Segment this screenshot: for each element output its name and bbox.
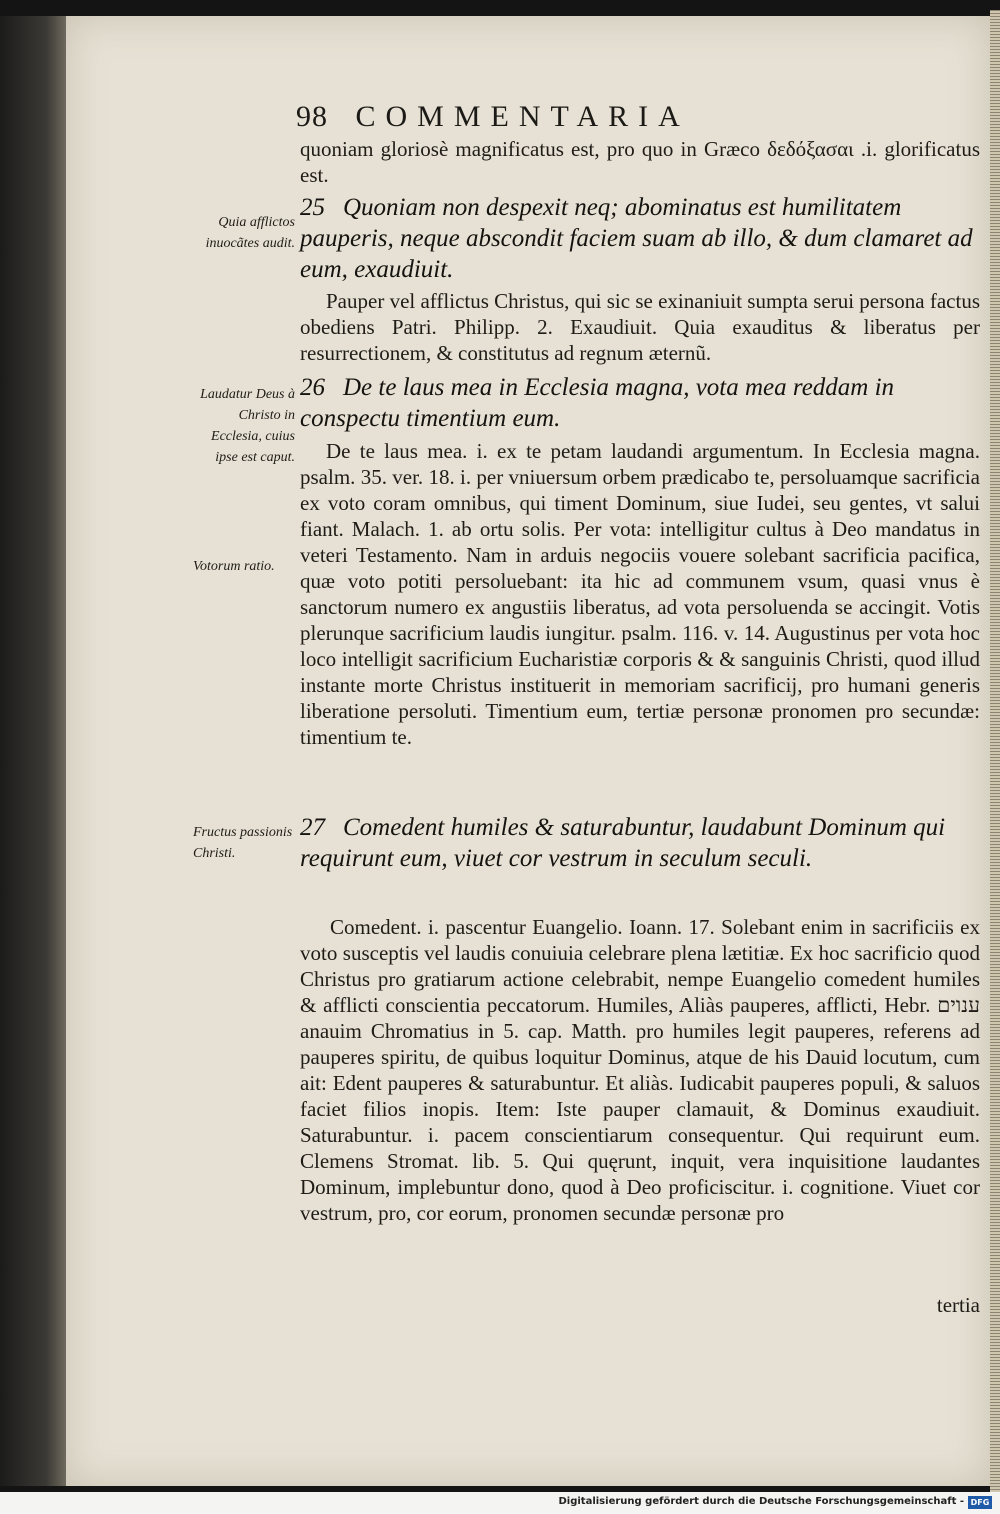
verse-number: 26: [300, 374, 325, 401]
page-edges: [990, 10, 1000, 1492]
commentary-paragraph-25: Pauper vel afflictus Christus, qui sic se exinaniuit sumpta serui persona factus obediens Patri. Philipp. 2. Exaudiuit. Quia exauditus & liberatus per resurrectionem, & constitutus ad regnum æternũ.: [300, 289, 980, 365]
book-spine: [0, 16, 66, 1486]
verse-text: Quoniam non despexit neq; abominatus est humilitatem pauperis, neque abscondit faciem suam ab illo, & dum clamaret ad eum, exaudiuit.: [300, 194, 973, 283]
running-head: [296, 100, 936, 140]
page-number: 98: [296, 100, 328, 133]
verse-number: 25: [300, 194, 325, 221]
margin-note-3: Votorum ratio.: [193, 559, 275, 574]
running-title: COMMENTARIA: [355, 100, 690, 133]
commentary-paragraph-27: Comedent. i. pascentur Euangelio. Ioann. 17. Solebant enim in sacrificiis ex voto susceptis vel laudis conuiuia celebrare plena lætitiæ. Ex hoc sacrificio quod Christus pro gratiarum actione celebrabit, nempe Euangelio comedent humiles & afflicti conscientia peccatorum. Humiles, Aliàs pauperes, afflicti, Hebr. ענוים anauim Chromatius in 5. cap. Matth. pro humiles legit pauperes, referens ad pauperes spiritu, de quibus loquitur Dominus, atque de his Dauid locutum, cum ait: Edent pauperes & saturabuntur. Et aliàs. Iudicabit pauperes populi, & saluos faciet filios inopis. Item: Iste pauper clamauit, & Dominus exaudiuit. Saturabuntur. i. pacem conscientiarum consequentur. Qui requirunt eum. Clemens Stromat. lib. 5. Qui quęrunt, inquit, vera inquisitione laudantes Dominum, implebuntur dono, quod à Deo proficiscitur. i. cognitione. Viuet cor vestrum, pro, cor eorum, pronomen secundæ personæ pro: [300, 915, 980, 1225]
verse-number: 27: [300, 814, 325, 841]
dfg-logo: DFG: [968, 1496, 992, 1509]
verse-27: [300, 812, 980, 874]
verse-text: De te laus mea in Ecclesia magna, vota mea reddam in conspectu timentium eum.: [300, 374, 895, 432]
commentary-paragraph-26: De te laus mea. i. ex te petam laudandi argumentum. In Ecclesia magna. psalm. 35. ver. 18. i. per vniuersum orbem prædicabo te, persoluamque sacrificia ex voto coram omnibus, qui timent Dominum, siue Iudei, seu gentes, vt salui fiant. Malach. 1. ab ortu solis. Per vota: intelligitur cultus à Deo mandatus in veteri Testamento. Nam in arduis negociis vouere solebant sacrificia pacifica, quæ voto potiti persoluebant: ita hic ad communem vsum, quasi vnus è sanctorum numero ex angustiis liberatus, ad vota persoluenda se accingit. Votis plerunque sacrificium laudis iungitur. psalm. 116. v. 14. Augustinus per vota hoc loco intelligit sacrificium Eucharistiæ corporis & & sanguinis Christi, quod illud instante morte Christus instituerit in memoriam sacrificij, pro humani generis liberatione persoluti. Timentium eum, tertiæ personæ pronomen pro secundæ: timentium te.: [300, 439, 980, 749]
footer-bar: [0, 1492, 1000, 1514]
catchword: tertia: [936, 1293, 980, 1317]
verse-25: [300, 192, 980, 285]
margin-note-4: Fructus passionis Christi.: [193, 825, 293, 861]
verse-text: Comedent humiles & saturabuntur, laudabunt Dominum qui requirunt eum, viuet cor vestrum in seculum seculi.: [300, 814, 946, 872]
margin-note-2: Laudatur Deus à Christo in Ecclesia, cuius ipse est caput.: [200, 387, 295, 465]
verse-26: [300, 372, 980, 434]
footer-credit: Digitalisierung gefördert durch die Deutsche Forschungsgemeinschaft -: [558, 1496, 964, 1507]
intro-text: quoniam gloriosè magnificatus est, pro quo in Græco δεδόξασαι .i. glorificatus est.: [300, 137, 980, 187]
margin-note-1: Quia afflictos inuocãtes audit.: [205, 215, 295, 251]
